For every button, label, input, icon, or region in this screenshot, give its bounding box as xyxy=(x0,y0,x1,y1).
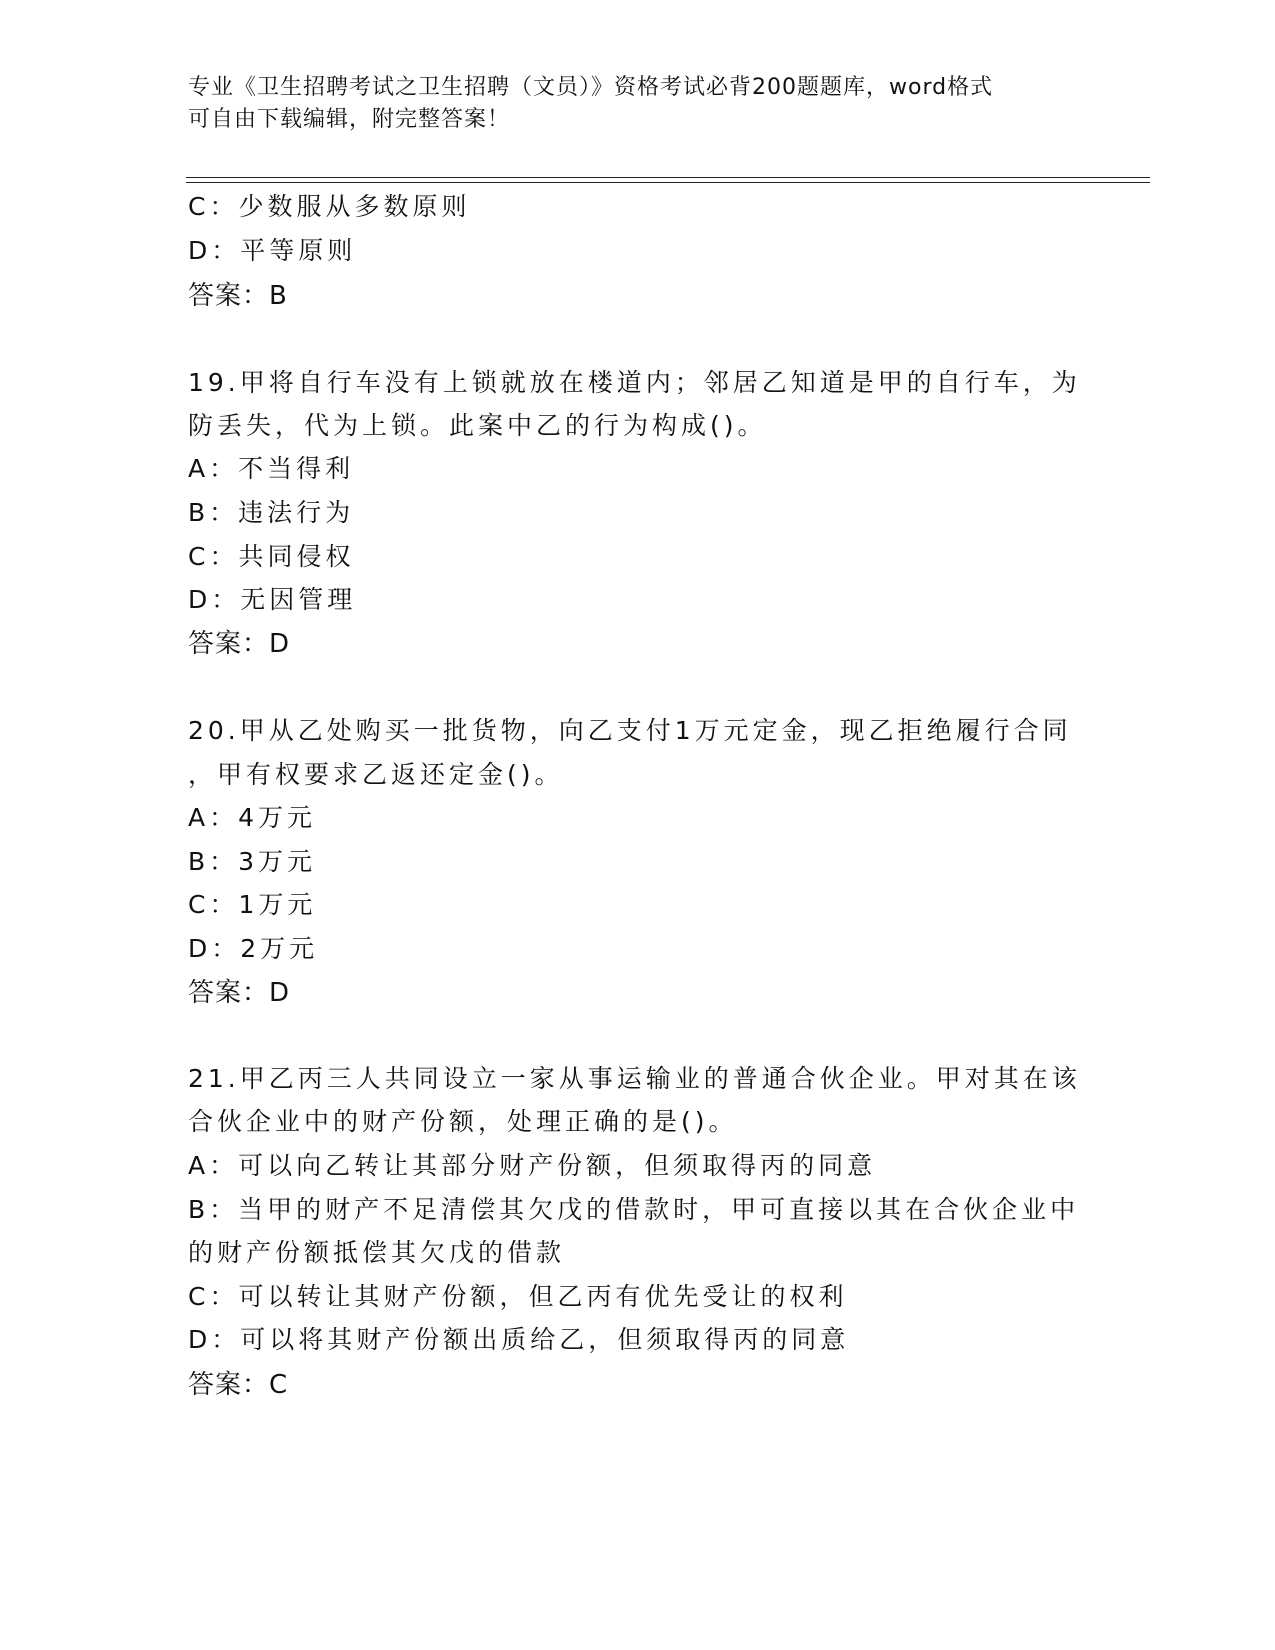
q21-option-b-line-2: 的财产份额抵偿其欠戊的借款 xyxy=(188,1238,566,1267)
q19-option-c: C：共同侵权 xyxy=(188,542,355,571)
document-header xyxy=(188,72,1088,136)
header-divider-top xyxy=(186,177,1150,178)
q19-option-a: A：不当得利 xyxy=(188,454,355,483)
q20-answer: 答案：D xyxy=(188,978,291,1008)
q21-stem-line-1: 21.甲乙丙三人共同设立一家从事运输业的普通合伙企业。甲对其在该 xyxy=(188,1064,1081,1093)
q19-stem-line-1: 19.甲将自行车没有上锁就放在楼道内；邻居乙知道是甲的自行车，为 xyxy=(188,368,1081,397)
q19-answer: 答案：D xyxy=(188,629,291,659)
q20-option-b: B：3万元 xyxy=(188,847,317,876)
q21-stem-line-2: 合伙企业中的财产份额，处理正确的是()。 xyxy=(188,1107,738,1136)
q21-option-b-line-1: B：当甲的财产不足清偿其欠戊的借款时，甲可直接以其在合伙企业中 xyxy=(188,1195,1080,1224)
q21-option-a: A：可以向乙转让其部分财产份额，但须取得丙的同意 xyxy=(188,1151,877,1180)
header-line-1: 专业《卫生招聘考试之卫生招聘（文员）》资格考试必背200题题库，word格式 xyxy=(188,75,994,100)
header-divider-bottom xyxy=(186,182,1150,183)
prev-answer: 答案：B xyxy=(188,281,288,311)
q19-option-d: D：无因管理 xyxy=(188,585,357,614)
q21-option-d: D：可以将其财产份额出质给乙，但须取得丙的同意 xyxy=(188,1325,850,1354)
header-line-2: 可自由下载编辑，附完整答案！ xyxy=(188,107,511,132)
q21-answer: 答案：C xyxy=(188,1370,289,1400)
q20-option-c: C：1万元 xyxy=(188,890,317,919)
q19-option-b: B：违法行为 xyxy=(188,498,355,527)
q20-option-a: A：4万元 xyxy=(188,803,317,832)
q20-stem-line-2: ，甲有权要求乙返还定金()。 xyxy=(188,760,564,789)
prev-option-c: C：少数服从多数原则 xyxy=(188,192,471,221)
q20-stem-line-1: 20.甲从乙处购买一批货物，向乙支付1万元定金，现乙拒绝履行合同 xyxy=(188,716,1072,745)
q21-option-c: C：可以转让其财产份额，但乙丙有优先受让的权利 xyxy=(188,1282,848,1311)
prev-option-d: D：平等原则 xyxy=(188,236,357,265)
q20-option-d: D：2万元 xyxy=(188,934,319,963)
q19-stem-line-2: 防丢失，代为上锁。此案中乙的行为构成()。 xyxy=(188,411,767,440)
